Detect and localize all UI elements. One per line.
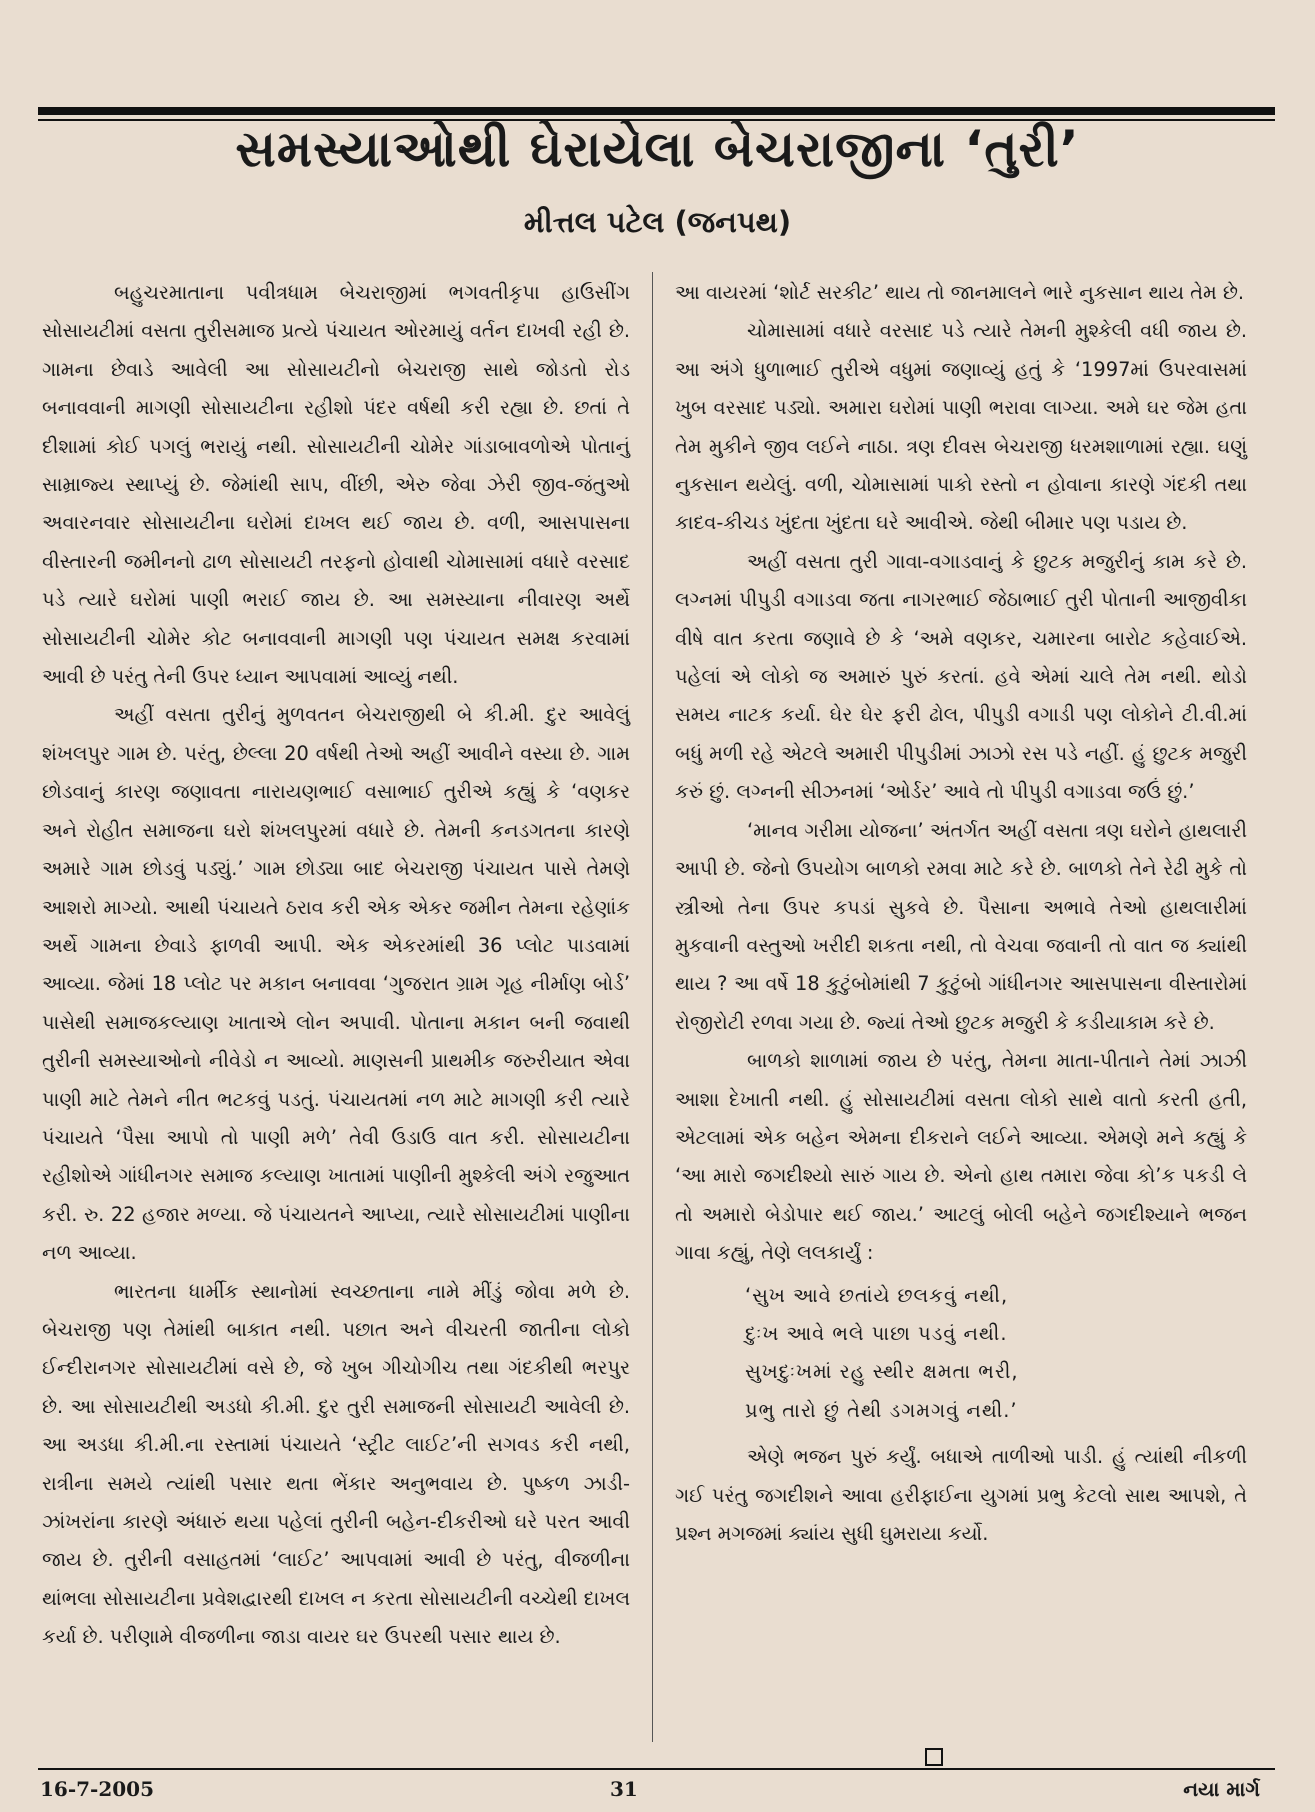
paragraph: ચોમાસામાં વધારે વરસાદ પડે ત્યારે તેમની મુશ્કેલી વધી જાય છે. આ અંગે ધુળાભાઈ તુરીએ વધુમાં જણાવ્યું હતું કે ‘1997માં ઉપરવાસમાં ખુબ વરસાદ પડ્યો. અમારા ઘરોમાં પાણી ભરાવા લાગ્યા. અમે ઘર જેમ હતા તેમ મુકીને જીવ લઈને નાઠા. ત્રણ દીવસ બેચરાજી ધરમશાળામાં રહ્યા. ઘણું નુકસાન થયેલું. વળી, ચોમાસામાં પાકો રસ્તો ન હોવાના કારણે ગંદકી તથા કાદવ-કીચડ ખુંદતા ખુંદતા ઘરે આવીએ. જેથી બીમાર પણ પડાય છે.: [675, 319, 1247, 535]
article-byline: મીત્તલ પટેલ (જનપથ): [523, 205, 792, 239]
verse-line: પ્રભુ તારો છું તેથી ડગમગવું નથી.’: [745, 1398, 1018, 1422]
column-divider: [652, 272, 653, 1742]
header-rule-thick: [38, 107, 1275, 115]
bhajan-verse: [675, 1277, 1247, 1431]
right-column: [675, 274, 1247, 1553]
magazine-name: નયા માર્ગ: [1183, 1777, 1260, 1801]
paragraph: બાળકો શાળામાં જાય છે પરંતુ, તેમના માતા-પીતાને તેમાં ઝાઝી આશા દેખાતી નથી. હું સોસાયટીમાં વસતા લોકો સાથે વાતો કરતી હતી, એટલામાં એક બહેન એમના દીકરાને લઈને આવ્યા. એમણે મને કહ્યું કે ‘આ મારો જગદીશ્યો સારું ગાય છે. એનો હાથ તમારા જેવા કો’ક પકડી લે તો અમારો બેડોપાર થઈ જાય.’ આટલું બોલી બહેને જગદીશ્યાને ભજન ગાવા કહ્યું, તેણે લલકાર્યું :: [675, 1049, 1247, 1265]
paragraph: અહીં વસતા તુરી ગાવા-વગાડવાનું કે છુટક મજુરીનું કામ કરે છે. લગ્નમાં પીપુડી વગાડવા જતા નાગરભાઈ જેઠાભાઈ તુરી પોતાની આજીવીકા વીષે વાત કરતા જણાવે છે કે ‘અમે વણકર, ચમારના બારોટ કહેવાઈએ. પહેલાં એ લોકો જ અમારું પુરું કરતાં. હવે એમાં ચાલે તેમ નથી. થોડો સમય નાટક કર્યા. ઘેર ઘેર ફરી ઢોલ, પીપુડી વગાડી પણ લોકોને ટી.વી.માં બધું મળી રહે એટલે અમારી પીપુડીમાં ઝાઝો રસ પડે નહીં. હું છુટક મજુરી કરું છું. લગ્નની સીઝનમાં ‘ઓર્ડર’ આવે તો પીપુડી વગાડવા જઉં છું.’: [675, 549, 1247, 804]
issue-date: 16-7-2005: [40, 1777, 155, 1801]
closing-paragraph: એણે ભજન પુરું કર્યું. બધાએ તાળીઓ પાડી. હું ત્યાંથી નીકળી ગઈ પરંતુ જગદીશને આવા હરીફાઈના યુગમાં પ્રભુ કેટલો સાથ આપશે, તે પ્રશ્ન મગજમાં ક્યાંય સુધી ઘુમરાયા કર્યો.: [675, 1445, 1247, 1545]
article-title: સમસ્યાઓથી ઘેરાયેલા બેચરાજીના ‘તુરી’: [235, 120, 1080, 178]
verse-line: સુખદુઃખમાં રહુ સ્થીર ક્ષમતા ભરી,: [745, 1360, 1019, 1384]
paragraph: અહીં વસતા તુરીનું મુળવતન બેચરાજીથી બે કી.મી. દુર આવેલું શંખલપુર ગામ છે. પરંતુ, છેલ્લા 20 વર્ષથી તેઓ અહીં આવીને વસ્યા છે. ગામ છોડવાનું કારણ જણાવતા નારાયણભાઈ વસાભાઈ તુરીએ કહ્યું કે ‘વણકર અને રોહીત સમાજના ઘરો શંખલપુરમાં વધારે છે. તેમની કનડગતના કારણે અમારે ગામ છોડવું પડ્યું.’ ગામ છોડ્યા બાદ બેચરાજી પંચાયત પાસે તેમણે આશરો માગ્યો. આથી પંચાયતે ઠરાવ કરી એક એકર જમીન તેમના રહેણાંક અર્થે ગામના છેવાડે ફાળવી આપી. એક એકરમાંથી 36 પ્લોટ પાડવામાં આવ્યા. જેમાં 18 પ્લોટ પર મકાન બનાવવા ‘ગુજરાત ગ્રામ ગૃહ નીર્માણ બોર્ડ’ પાસેથી સમાજકલ્યાણ ખાતાએ લોન અપાવી. પોતાના મકાન બની જવાથી તુરીની સમસ્યાઓનો નીવેડો ન આવ્યો. માણસની પ્રાથમીક જરુરીયાત એવા પાણી માટે તેમને નીત ભટકવું પડતું. પંચાયતમાં નળ માટે માગણી કરી ત્યારે પંચાયતે ‘પૈસા આપો તો પાણી મળે’ તેવી ઉડાઉ વાત કરી. સોસાયટીના રહીશોએ ગાંધીનગર સમાજ કલ્યાણ ખાતામાં પાણીની મુશ્કેલી અંગે રજુઆત કરી. રુ. 22 હજાર મળ્યા. જે પંચાયતને આપ્યા, ત્યારે સોસાયટીમાં પાણીના નળ આવ્યા.: [42, 703, 630, 1265]
paragraph: બહુચરમાતાના પવીત્રધામ બેચરાજીમાં ભગવતીકૃપા હાઉસીંગ સોસાયટીમાં વસતા તુરીસમાજ પ્રત્યે પંચાયત ઓરમાયું વર્તન દાખવી રહી છે. ગામના છેવાડે આવેલી આ સોસાયટીનો બેચરાજી સાથે જોડતો રોડ બનાવવાની માગણી સોસાયટીના રહીશો પંદર વર્ષથી કરી રહ્યા છે. છતાં તે દીશામાં કોઈ પગલું ભરાયું નથી. સોસાયટીની ચોમેર ગાંડાબાવળોએ પોતાનું સામ્રાજ્ય સ્થાપ્યું છે. જેમાંથી સાપ, વીંછી, એરુ જેવા ઝેરી જીવ-જંતુઓ અવારનવાર સોસાયટીના ઘરોમાં દાખલ થઈ જાય છે. વળી, આસપાસના વીસ્તારની જમીનનો ઢાળ સોસાયટી તરફનો હોવાથી ચોમાસામાં વધારે વરસાદ પડે ત્યારે ઘરોમાં પાણી ભરાઈ જાય છે. આ સમસ્યાના નીવારણ અર્થે સોસાયટીની ચોમેર કોટ બનાવવાની માગણી પણ પંચાયત સમક્ષ કરવામાં આવી છે પરંતુ તેની ઉપર ધ્યાન આપવામાં આવ્યું નથી.: [42, 281, 630, 689]
verse-line: ‘સુખ આવે છતાંયે છલકવું નથી,: [745, 1283, 1009, 1307]
left-column: [42, 274, 630, 1657]
paragraph: ભારતના ધાર્મીક સ્થાનોમાં સ્વચ્છતાના નામે મીંડું જોવા મળે છે. બેચરાજી પણ તેમાંથી બાકાત નથી. પછાત અને વીચરતી જાતીના લોકો ઈન્દીરાનગર સોસાયટીમાં વસે છે, જે ખુબ ગીચોગીચ તથા ગંદકીથી ભરપુર છે. આ સોસાયટીથી અડધો કી.મી. દુર તુરી સમાજની સોસાયટી આવેલી છે. આ અડધા કી.મી.ના રસ્તામાં પંચાયતે ‘સ્ટ્રીટ લાઈટ’ની સગવડ કરી નથી, રાત્રીના સમયે ત્યાંથી પસાર થતા ભેંકાર અનુભવાય છે. પુષ્કળ ઝાડી-ઝાંખરાંના કારણે અંધારું થયા પહેલાં તુરીની બહેન-દીકરીઓ ઘરે પરત આવી જાય છે. તુરીની વસાહતમાં ‘લાઈટ’ આપવામાં આવી છે પરંતુ, વીજળીના થાંભલા સોસાયટીના પ્રવેશદ્વારથી દાખલ ન કરતા સોસાયટીની વચ્ચેથી દાખલ કર્યા છે. પરીણામે વીજળીના જાડા વાયર ઘર ઉપરથી પસાર થાય છે.: [42, 1279, 630, 1649]
page-number: 31: [610, 1777, 638, 1801]
footer-rule: [38, 1768, 1275, 1770]
verse-line: દુઃખ આવે ભલે પાછા પડવું નથી.: [745, 1321, 1008, 1345]
end-of-article-box-icon: [925, 1748, 943, 1766]
paragraph-continuation: આ વાયરમાં ‘શોર્ટ સરકીટ’ થાય તો જાનમાલને ભારે નુકસાન થાય તેમ છે.: [675, 281, 1245, 304]
paragraph: ‘માનવ ગરીમા યોજના’ અંતર્ગત અહીં વસતા ત્રણ ઘરોને હાથલારી આપી છે. જેનો ઉપયોગ બાળકો રમવા માટે કરે છે. બાળકો તેને રેઢી મુકે તો સ્ત્રીઓ તેના ઉપર કપડાં સુકવે છે. પૈસાના અભાવે તેઓ હાથલારીમાં મુકવાની વસ્તુઓ ખરીદી શકતા નથી, તો વેચવા જવાની તો વાત જ ક્યાંથી થાય ? આ વર્ષે 18 કુટુંબોમાંથી 7 કુટુંબો ગાંધીનગર આસપાસના વીસ્તારોમાં રોજીરોટી રળવા ગયા છે. જ્યાં તેઓ છુટક મજુરી કે કડીયાકામ કરે છે.: [675, 818, 1247, 1034]
